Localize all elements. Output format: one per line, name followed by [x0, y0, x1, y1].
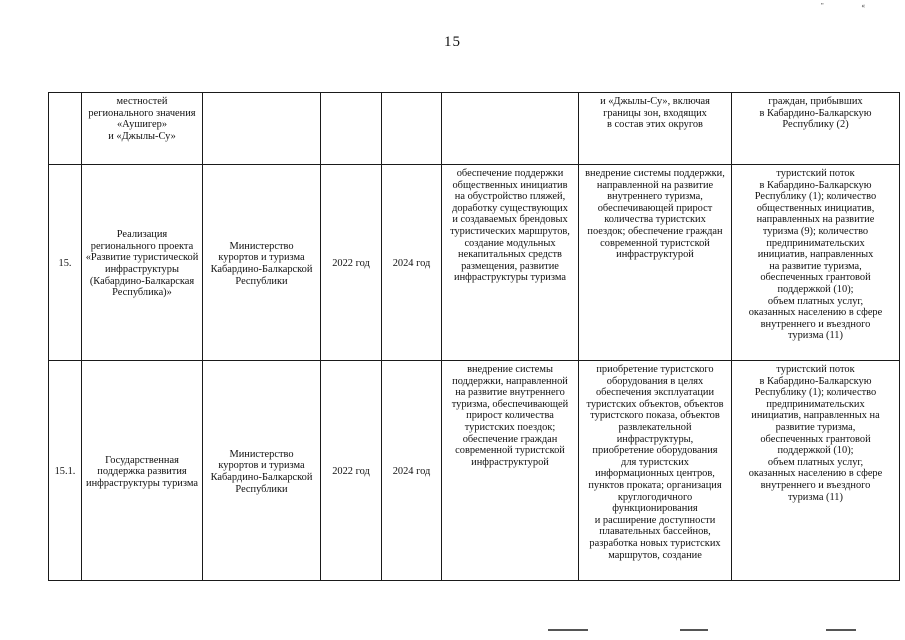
- footer-scan-mark: [548, 629, 588, 631]
- table-row-15-1: [49, 361, 900, 581]
- connection-cell: и «Джылы-Су», включая границы зон, входящих в состав этих округов: [579, 93, 732, 165]
- executor-cell: Министерство курортов и туризма Кабардино-Балкарской Республики: [203, 165, 321, 361]
- measure-name-cell: местностей регионального значения «Аушигер» и «Джылы-Су»: [82, 93, 203, 165]
- page-number: 15: [444, 34, 461, 50]
- footer-scan-mark: [826, 629, 856, 631]
- end-year-cell: [382, 93, 442, 165]
- end-year-cell: 2024 год: [382, 165, 442, 361]
- row-number-cell: 15.: [49, 165, 82, 361]
- row-number-cell: 15.1.: [49, 361, 82, 581]
- measure-name-cell: Государственная поддержка развития инфраструктуры туризма: [82, 361, 203, 581]
- table-row-continuation: [49, 93, 900, 165]
- expected-result-cell: внедрение системы поддержки, направленной на развитие внутреннего туризма, обеспечивающей прирост количества туристских поездок; обеспечение граждан современной туристской инфраструктурой: [442, 361, 579, 581]
- expected-result-cell: [442, 93, 579, 165]
- indicators-cell: туристский поток в Кабардино-Балкарскую Республику (1); количество общественных инициатив, направленных на развитие туризма (9); количество предпринимательских инициатив, направленных на развитие туризма, обеспеченных грантовой поддержкой (10); объем платных услуг, оказанных населению в сфере внутреннего и въездного туризма (11): [732, 165, 900, 361]
- table-row-15: [49, 165, 900, 361]
- executor-cell: Министерство курортов и туризма Кабардино-Балкарской Республики: [203, 361, 321, 581]
- start-year-cell: 2022 год: [321, 361, 382, 581]
- connection-cell: внедрение системы поддержки, направленной на развитие внутреннего туризма, обеспечивающей прирост количества туристских поездок; обеспечение граждан современной туристской инфраструктурой: [579, 165, 732, 361]
- program-measures-table: [48, 92, 900, 581]
- start-year-cell: [321, 93, 382, 165]
- expected-result-cell: обеспечение поддержки общественных инициатив на обустройство пляжей, доработку существующих и создаваемых брендовых туристических маршрутов, создание модульных некапитальных средств размещения, развитие инфраструктуры туризма: [442, 165, 579, 361]
- end-year-cell: 2024 год: [382, 361, 442, 581]
- connection-cell: приобретение туристского оборудования в целях обеспечения эксплуатации туристских объектов, объектов туристского показа, объектов развлекательной инфраструктуры, приобретение оборудования для туристских информационных центров, пунктов проката; организация круглогодичного функционирования и расширение доступности плавательных бассейнов, разработка новых туристских маршрутов, создание: [579, 361, 732, 581]
- indicators-cell: туристский поток в Кабардино-Балкарскую Республику (1); количество предпринимательских инициатив, направленных на развитие туризма, обеспеченных грантовой поддержкой (10); объем платных услуг, оказанных населению в сфере внутреннего и въездного туризма (11): [732, 361, 900, 581]
- start-year-cell: 2022 год: [321, 165, 382, 361]
- corner-scan-marks: " «: [820, 2, 883, 10]
- indicators-cell: граждан, прибывших в Кабардино-Балкарскую Республику (2): [732, 93, 900, 165]
- row-number-cell: [49, 93, 82, 165]
- measure-name-cell: Реализация регионального проекта «Развитие туристической инфраструктуры (Кабардино-Балкарская Республика)»: [82, 165, 203, 361]
- executor-cell: [203, 93, 321, 165]
- footer-scan-mark: [680, 629, 708, 631]
